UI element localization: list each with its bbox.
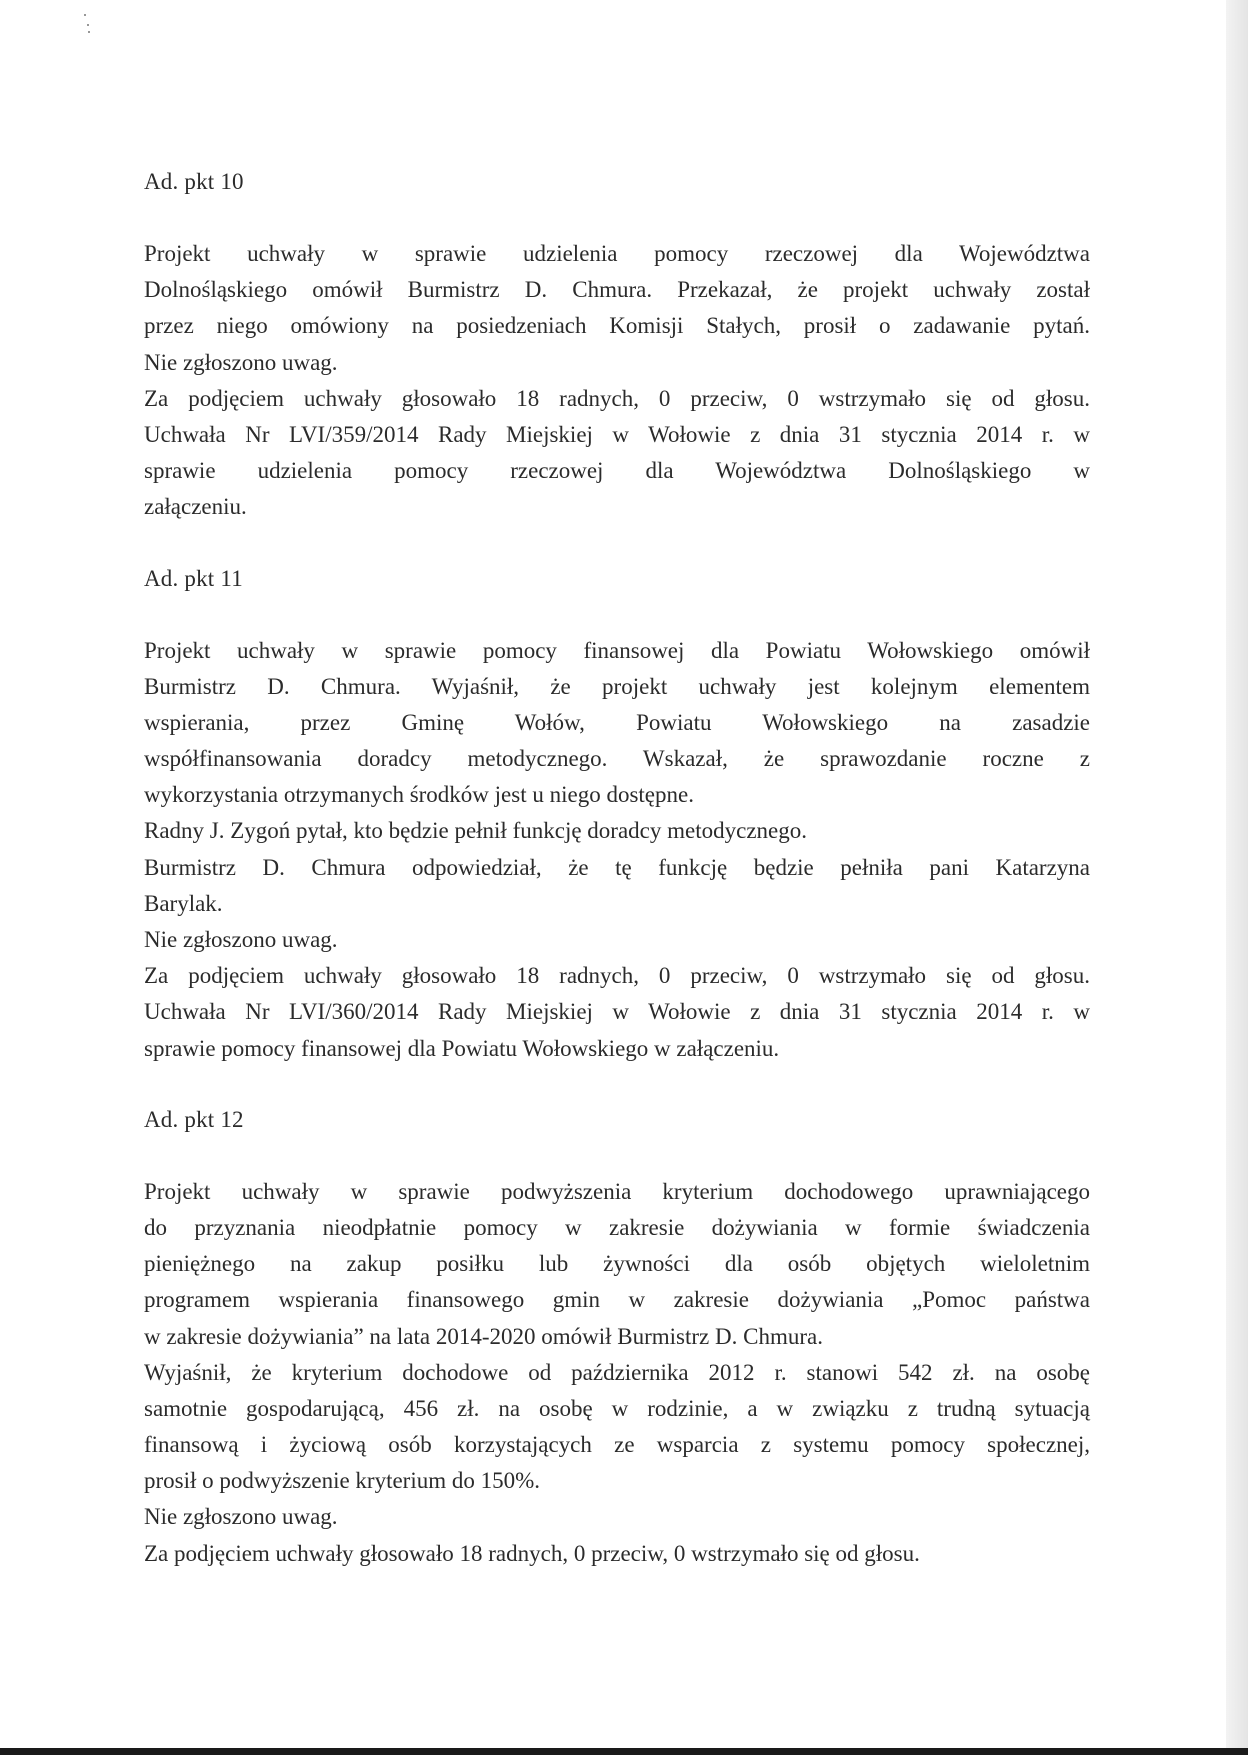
text-line: Projekt uchwały w sprawie udzielenia pomocy rzeczowej dla Województwa <box>144 241 1090 266</box>
text-line: sprawie pomocy finansowej dla Powiatu Wołowskiego w załączeniu. <box>144 1035 780 1061</box>
text-line: Barylak. <box>144 890 223 916</box>
text-line: wykorzystania otrzymanych środków jest u niego dostępne. <box>144 782 694 808</box>
text-line: Nie zgłoszono uwag. <box>144 349 338 375</box>
text-line: współfinansowania doradcy metodycznego. Wskazał, że sprawozdanie roczne z <box>144 746 1090 772</box>
text-line: Projekt uchwały w sprawie podwyższenia kryterium dochodowego uprawniającego <box>144 1178 1090 1204</box>
text-line: Nie zgłoszono uwag. <box>144 1504 338 1530</box>
section-pkt-12 <box>144 1102 1090 1572</box>
text-line: samotnie gospodarującą, 456 zł. na osobę w rodzinie, a w związku z trudną sytuacją <box>144 1395 1090 1421</box>
section-paragraph <box>144 633 1090 1067</box>
text-line: Za podjęciem uchwały głosowało 18 radnych, 0 przeciw, 0 wstrzymało się od głosu. <box>144 385 1090 411</box>
text-line: załączeniu. <box>144 494 247 520</box>
section-pkt-10 <box>144 164 1090 526</box>
text-line: Uchwała Nr LVI/360/2014 Rady Miejskiej w Wołowie z dnia 31 stycznia 2014 r. w <box>144 999 1090 1025</box>
section-heading: Ad. pkt 12 <box>144 1106 244 1132</box>
text-line: programem wspierania finansowego gmin w zakresie dożywiania „Pomoc państwa <box>144 1287 1090 1313</box>
text-line: Uchwała Nr LVI/359/2014 Rady Miejskiej w Wołowie z dnia 31 stycznia 2014 r. w <box>144 421 1090 447</box>
section-paragraph <box>144 236 1090 526</box>
text-line: prosił o podwyższenie kryterium do 150%. <box>144 1468 541 1494</box>
text-line: Nie zgłoszono uwag. <box>144 927 338 952</box>
scan-specks <box>84 14 90 34</box>
text-line: Burmistrz D. Chmura. Wyjaśnił, że projekt uchwały jest kolejnym elementem <box>144 673 1090 699</box>
text-line: Projekt uchwały w sprawie pomocy finansowej dla Powiatu Wołowskiego omówił <box>144 637 1090 663</box>
section-heading: Ad. pkt 10 <box>144 169 244 194</box>
text-line: wspierania, przez Gminę Wołów, Powiatu Wołowskiego na zasadzie <box>144 709 1090 735</box>
section-heading: Ad. pkt 11 <box>144 565 243 591</box>
text-line: sprawie udzielenia pomocy rzeczowej dla Województwa Dolnośląskiego w <box>144 458 1090 484</box>
text-line: finansową i życiową osób korzystających ze wsparcia z systemu pomocy społecznej, <box>144 1432 1090 1458</box>
text-line: Wyjaśnił, że kryterium dochodowe od października 2012 r. stanowi 542 zł. na osobę <box>144 1359 1090 1385</box>
text-line: do przyznania nieodpłatnie pomocy w zakresie dożywiania w formie świadczenia <box>144 1214 1090 1240</box>
text-line: w zakresie dożywiania” na lata 2014-2020 omówił Burmistrz D. Chmura. <box>144 1323 823 1349</box>
text-line: Za podjęciem uchwały głosowało 18 radnych, 0 przeciw, 0 wstrzymało się od głosu. <box>144 963 1090 989</box>
text-line: Radny J. Zygoń pytał, kto będzie pełnił funkcję doradcy metodycznego. <box>144 818 807 844</box>
section-pkt-11 <box>144 561 1090 1067</box>
text-line: Za podjęciem uchwały głosowało 18 radnych, 0 przeciw, 0 wstrzymało się od głosu. <box>144 1540 920 1566</box>
document-page <box>144 164 1090 1607</box>
section-paragraph <box>144 1174 1090 1572</box>
text-line: przez niego omówiony na posiedzeniach Komisji Stałych, prosił o zadawanie pytań. <box>144 313 1090 339</box>
text-line: pieniężnego na zakup posiłku lub żywności dla osób objętych wieloletnim <box>144 1251 1090 1277</box>
text-line: Burmistrz D. Chmura odpowiedział, że tę funkcję będzie pełniła pani Katarzyna <box>144 854 1090 880</box>
text-line: Dolnośląskiego omówił Burmistrz D. Chmura. Przekazał, że projekt uchwały został <box>144 277 1090 303</box>
scan-edge-bottom <box>0 1748 1248 1755</box>
scan-edge-right <box>1226 0 1248 1755</box>
